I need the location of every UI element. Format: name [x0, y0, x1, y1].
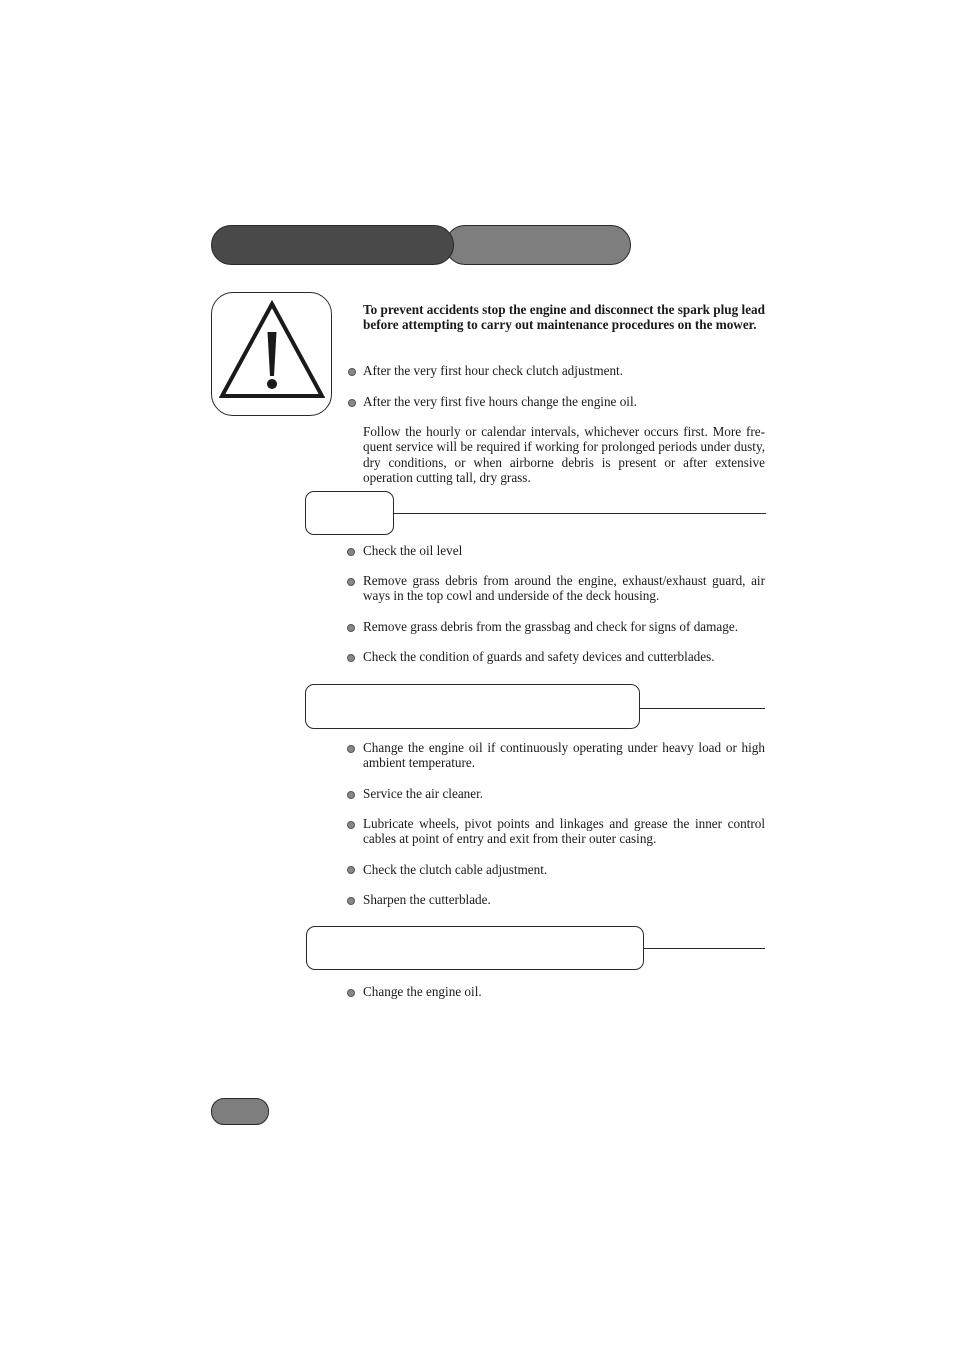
- section-divider-3: [644, 948, 765, 949]
- list-item: After the very first hour check clutch adjustment.: [363, 363, 623, 378]
- intro-paragraph: Follow the hourly or calendar intervals, whichever occurs first. More fre-quent service will be required if working for prolonged periods under dusty, dry conditions, or when airborne debris is present or after extensive operation cutting tall, dry grass.: [363, 424, 765, 486]
- list-item: Lubricate wheels, pivot points and linkages and grease the inner control cables at point of entry and exit from their outer casing.: [363, 816, 765, 847]
- bullet-icon: [347, 745, 355, 753]
- bullet-icon: [348, 368, 356, 376]
- section-header-box-2: [305, 684, 640, 729]
- bullet-icon: [347, 578, 355, 586]
- section-divider-1: [394, 513, 766, 514]
- list-item: Change the engine oil.: [363, 984, 482, 999]
- section-header-box-1: [305, 491, 394, 535]
- bullet-icon: [347, 548, 355, 556]
- section-header-box-3: [306, 926, 644, 970]
- header-tab-primary: [211, 225, 454, 265]
- list-item: Check the clutch cable adjustment.: [363, 862, 548, 877]
- list-item: Check the oil level: [363, 543, 463, 558]
- list-item: Change the engine oil if continuously operating under heavy load or high ambient temperature.: [363, 740, 765, 771]
- header-tab-secondary: [445, 225, 631, 265]
- bullet-icon: [347, 624, 355, 632]
- bullet-icon: [348, 399, 356, 407]
- bullet-icon: [347, 989, 355, 997]
- section-divider-2: [640, 708, 765, 709]
- list-item: After the very first five hours change the engine oil.: [363, 394, 637, 409]
- list-item: Remove grass debris from around the engine, exhaust/exhaust guard, air ways in the top cowl and underside of the deck housing.: [363, 573, 765, 604]
- bullet-icon: [347, 821, 355, 829]
- page-number-tab: [211, 1098, 269, 1125]
- exclamation-triangle-icon: [219, 300, 325, 406]
- warning-text: To prevent accidents stop the engine and disconnect the spark plug lead before attempting to carry out maintenance procedures on the mower.: [363, 302, 765, 333]
- list-item: Check the condition of guards and safety devices and cutterblades.: [363, 649, 715, 664]
- bullet-icon: [347, 654, 355, 662]
- warning-box: [211, 292, 332, 416]
- bullet-icon: [347, 866, 355, 874]
- list-item: Service the air cleaner.: [363, 786, 484, 801]
- list-item: Sharpen the cutterblade.: [363, 892, 491, 907]
- bullet-icon: [347, 897, 355, 905]
- list-item: Remove grass debris from the grassbag and check for signs of damage.: [363, 619, 739, 634]
- bullet-icon: [347, 791, 355, 799]
